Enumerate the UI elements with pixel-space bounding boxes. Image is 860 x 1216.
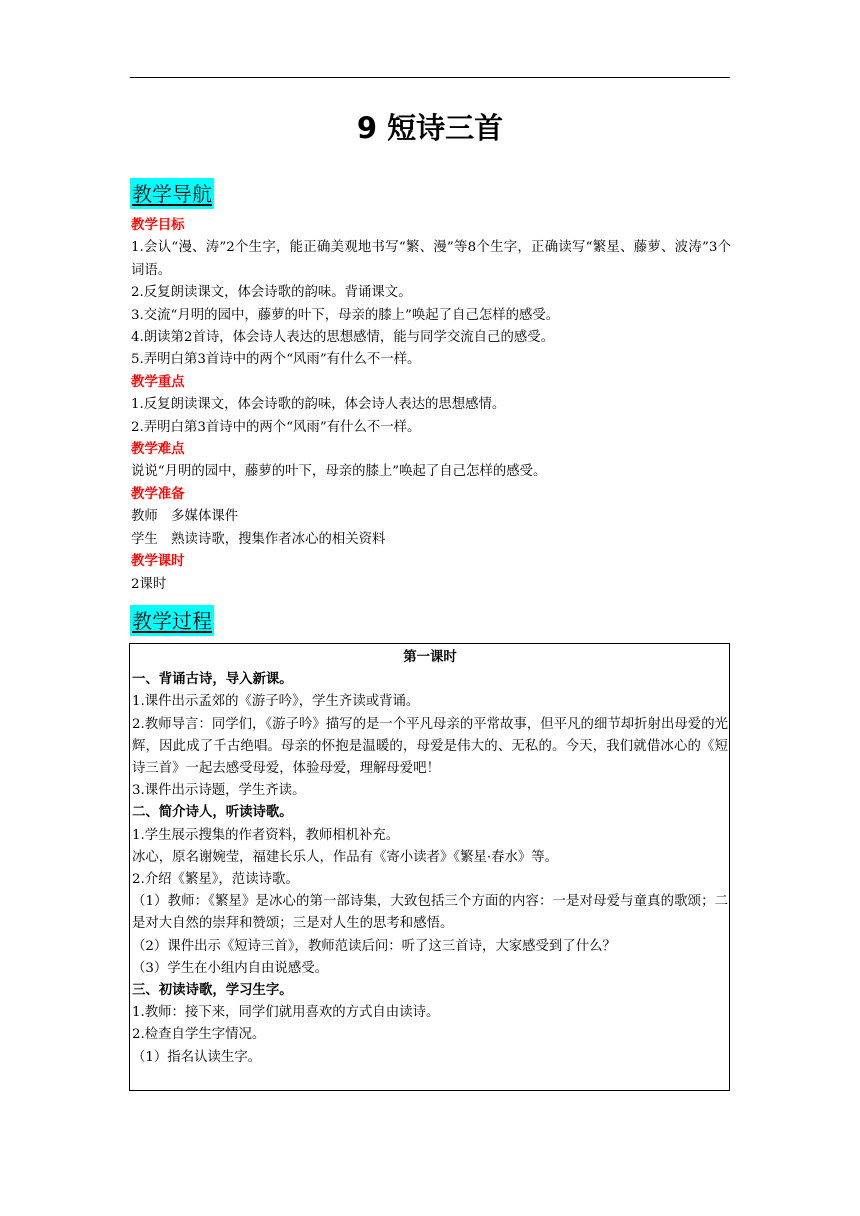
prep-label: 教学准备 (131, 486, 185, 502)
step-line: 1.学生展示搜集的作者资料，教师相机补充。 (132, 827, 400, 843)
step-line: （3）学生在小组内自由说感受。 (132, 960, 328, 976)
hours-text: 2课时 (131, 576, 167, 592)
step-line: 3.课件出示诗题，学生齐读。 (132, 783, 306, 799)
key-points-label: 教学重点 (131, 374, 185, 390)
step-heading: 一、背诵古诗，导入新课。 (132, 672, 293, 688)
step-line: （2）课件出示《短诗三首》，教师范读后问：听了这三首诗，大家感受到了什么？ (132, 938, 616, 954)
step-heading: 二、简介诗人，听读诗歌。 (132, 805, 293, 821)
teaching-navigation (131, 215, 731, 596)
step-line: 1.教师：接下来，同学们就用喜欢的方式自由读诗。 (132, 1005, 440, 1021)
goal-item: 4.朗读第2首诗，体会诗人表达的思想感情，能与同学交流自己的感受。 (131, 330, 555, 346)
lesson-title: 第一课时 (403, 650, 457, 665)
key-point-item: 2.弄明白第3首诗中的两个“风雨”有什么不一样。 (131, 419, 421, 435)
section-heading-process: 教学过程 (130, 605, 214, 636)
step-line: 冰心，原名谢婉莹，福建长乐人，作品有《寄小读者》《繁星·春水》等。 (132, 849, 559, 865)
goal-item: 2.反复朗读课文，体会诗歌的韵味。背诵课文。 (131, 285, 412, 301)
step-line: 2.检查自学生字情况。 (132, 1027, 266, 1043)
lesson-table (129, 643, 730, 1091)
step-line: （1）指名认读生字。 (132, 1049, 262, 1065)
goals-label: 教学目标 (131, 218, 185, 233)
step-line: 2.教师导言：同学们，《游子吟》描写的是一个平凡母亲的平常故事，但平凡的细节却折射出母爱的光辉，因此成了千古绝唱。母亲的怀抱是温暖的，母爱是伟大的、无私的。今天，我们就借冰心的《短诗三首》一起去感受母爱，体验母爱，理解母爱吧！ (132, 716, 728, 777)
key-point-item: 1.反复朗读课文，体会诗歌的韵味，体会诗人表达的思想感情。 (131, 397, 506, 413)
difficulty-text: 说说“月明的园中，藤萝的叶下，母亲的膝上”唤起了自己怎样的感受。 (131, 464, 547, 480)
goal-item: 3.交流“月明的园中，藤萝的叶下，母亲的膝上”唤起了自己怎样的感受。 (131, 307, 560, 323)
page-title: 9 短诗三首 (356, 111, 504, 145)
difficulty-label: 教学难点 (131, 442, 185, 458)
goal-item: 1.会认“漫、涛”2个生字，能正确美观地书写“繁、漫”等8个生字，正确读写“繁星、藤萝、波涛”3个词语。 (131, 240, 731, 278)
header-rule (130, 77, 730, 78)
step-heading: 三、初读诗歌，学习生字。 (132, 983, 293, 999)
step-line: 2.介绍《繁星》，范读诗歌。 (132, 872, 299, 888)
prep-item: 学生 熟读诗歌，搜集作者冰心的相关资料 (131, 531, 386, 547)
hours-label: 教学课时 (131, 554, 185, 570)
goal-item: 5.弄明白第3首诗中的两个“风雨”有什么不一样。 (131, 352, 421, 368)
step-line: （1）教师：《繁星》是冰心的第一部诗集，大致包括三个方面的内容：一是对母爱与童真的歌颂；二是对大自然的崇拜和赞颂；三是对人生的思考和感悟。 (132, 894, 728, 932)
prep-item: 教师 多媒体课件 (131, 509, 239, 525)
section-heading-nav: 教学导航 (130, 178, 214, 209)
step-line: 1.课件出示孟郊的《游子吟》，学生齐读或背诵。 (132, 694, 420, 710)
